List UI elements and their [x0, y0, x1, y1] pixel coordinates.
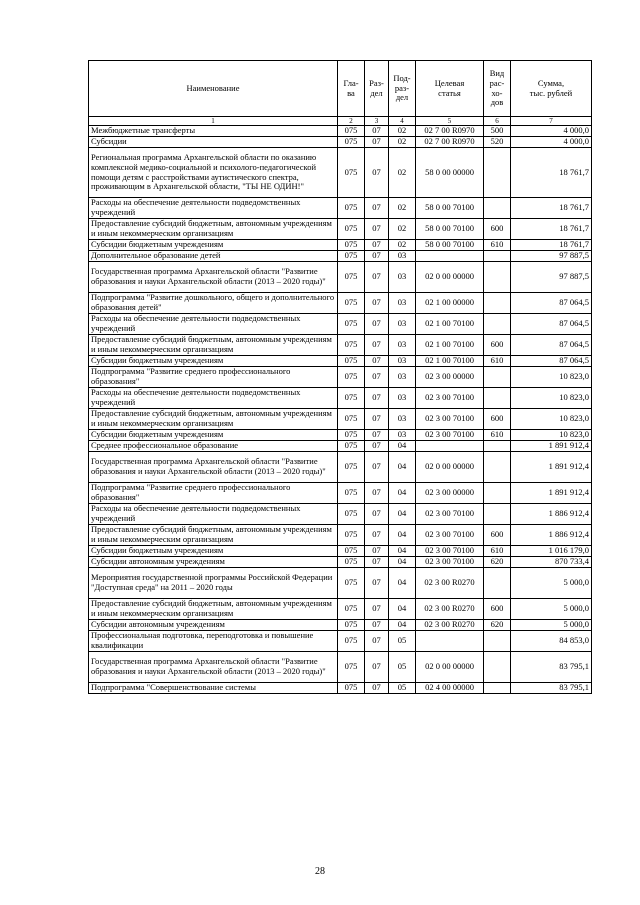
table-row — [89, 137, 592, 148]
col-header-subsection: Под- раз- дел — [389, 61, 416, 117]
row-target-cell — [416, 441, 484, 452]
row-exptype-cell — [484, 441, 511, 452]
table-row — [89, 198, 592, 219]
row-exptype-cell: 600 — [484, 409, 511, 430]
row-section-cell: 07 — [365, 262, 389, 293]
row-amount-cell: 18 761,7 — [511, 148, 592, 198]
row-target-cell: 02 3 00 R0270 — [416, 620, 484, 631]
row-section-cell: 07 — [365, 504, 389, 525]
row-subsection-cell: 05 — [389, 631, 416, 652]
row-amount-cell: 18 761,7 — [511, 219, 592, 240]
row-section-cell: 07 — [365, 568, 389, 599]
row-subsection-cell: 04 — [389, 568, 416, 599]
row-name-cell: Профессиональная подготовка, переподготовка и повышение квалификации — [89, 631, 338, 652]
header-row — [89, 61, 592, 117]
row-name-cell: Среднее профессиональное образование — [89, 441, 338, 452]
table-row — [89, 219, 592, 240]
row-target-cell: 58 0 00 70100 — [416, 240, 484, 251]
col-header-name: Наименование — [89, 61, 338, 117]
row-target-cell: 02 3 00 70100 — [416, 409, 484, 430]
row-target-cell — [416, 251, 484, 262]
row-subsection-cell: 02 — [389, 126, 416, 137]
row-amount-cell: 87 064,5 — [511, 335, 592, 356]
col-number: 5 — [416, 117, 484, 126]
row-target-cell — [416, 631, 484, 652]
col-number: 3 — [365, 117, 389, 126]
table-row — [89, 335, 592, 356]
row-subsection-cell: 04 — [389, 483, 416, 504]
row-section-cell: 07 — [365, 441, 389, 452]
row-name-cell: Предоставление субсидий бюджетным, автономным учреждениям и иным некоммерческим организациям — [89, 409, 338, 430]
row-exptype-cell — [484, 504, 511, 525]
row-amount-cell: 18 761,7 — [511, 240, 592, 251]
row-section-cell: 07 — [365, 631, 389, 652]
row-chapter-cell: 075 — [338, 452, 365, 483]
row-amount-cell: 5 000,0 — [511, 620, 592, 631]
row-name-cell: Межбюджетные трансферты — [89, 126, 338, 137]
table-row — [89, 409, 592, 430]
row-subsection-cell: 03 — [389, 367, 416, 388]
row-name-cell: Подпрограмма "Совершенствование системы — [89, 683, 338, 694]
row-chapter-cell: 075 — [338, 525, 365, 546]
row-subsection-cell: 03 — [389, 293, 416, 314]
column-number-row — [89, 117, 592, 126]
row-amount-cell: 10 823,0 — [511, 388, 592, 409]
row-chapter-cell: 075 — [338, 430, 365, 441]
row-exptype-cell — [484, 251, 511, 262]
row-subsection-cell: 02 — [389, 240, 416, 251]
row-subsection-cell: 05 — [389, 652, 416, 683]
row-exptype-cell — [484, 388, 511, 409]
row-amount-cell: 18 761,7 — [511, 198, 592, 219]
row-exptype-cell — [484, 652, 511, 683]
row-name-cell: Предоставление субсидий бюджетным, автономным учреждениям и иным некоммерческим организациям — [89, 525, 338, 546]
table-row — [89, 620, 592, 631]
row-target-cell: 02 0 00 00000 — [416, 262, 484, 293]
row-chapter-cell: 075 — [338, 441, 365, 452]
row-exptype-cell: 520 — [484, 137, 511, 148]
row-chapter-cell: 075 — [338, 137, 365, 148]
row-subsection-cell: 03 — [389, 314, 416, 335]
row-target-cell: 58 0 00 70100 — [416, 198, 484, 219]
row-section-cell: 07 — [365, 652, 389, 683]
row-amount-cell: 1 891 912,4 — [511, 483, 592, 504]
row-subsection-cell: 04 — [389, 557, 416, 568]
row-section-cell: 07 — [365, 314, 389, 335]
row-name-cell: Расходы на обеспечение деятельности подведомственных учреждений — [89, 314, 338, 335]
row-section-cell: 07 — [365, 452, 389, 483]
row-exptype-cell: 600 — [484, 335, 511, 356]
table-row — [89, 126, 592, 137]
row-chapter-cell: 075 — [338, 314, 365, 335]
table-row — [89, 599, 592, 620]
row-amount-cell: 97 887,5 — [511, 262, 592, 293]
row-subsection-cell: 04 — [389, 599, 416, 620]
col-header-chapter: Гла- ва — [338, 61, 365, 117]
row-target-cell: 02 3 00 R0270 — [416, 568, 484, 599]
table-row — [89, 314, 592, 335]
row-chapter-cell: 075 — [338, 251, 365, 262]
table-row — [89, 568, 592, 599]
row-chapter-cell: 075 — [338, 198, 365, 219]
row-name-cell: Расходы на обеспечение деятельности подведомственных учреждений — [89, 388, 338, 409]
row-target-cell: 02 3 00 70100 — [416, 430, 484, 441]
row-amount-cell: 10 823,0 — [511, 367, 592, 388]
row-exptype-cell — [484, 452, 511, 483]
row-subsection-cell: 02 — [389, 198, 416, 219]
row-target-cell: 02 3 00 70100 — [416, 557, 484, 568]
row-target-cell: 02 1 00 70100 — [416, 356, 484, 367]
row-section-cell: 07 — [365, 546, 389, 557]
row-exptype-cell: 600 — [484, 525, 511, 546]
row-name-cell: Предоставление субсидий бюджетным, автономным учреждениям и иным некоммерческим организациям — [89, 335, 338, 356]
row-subsection-cell: 03 — [389, 430, 416, 441]
row-exptype-cell — [484, 631, 511, 652]
row-amount-cell: 10 823,0 — [511, 409, 592, 430]
row-amount-cell: 1 886 912,4 — [511, 525, 592, 546]
row-section-cell: 07 — [365, 251, 389, 262]
row-amount-cell: 97 887,5 — [511, 251, 592, 262]
row-amount-cell: 1 886 912,4 — [511, 504, 592, 525]
row-section-cell: 07 — [365, 525, 389, 546]
row-exptype-cell: 600 — [484, 219, 511, 240]
row-chapter-cell: 075 — [338, 126, 365, 137]
row-name-cell: Субсидии бюджетным учреждениям — [89, 430, 338, 441]
row-exptype-cell: 620 — [484, 620, 511, 631]
row-subsection-cell: 03 — [389, 356, 416, 367]
row-name-cell: Подпрограмма "Развитие среднего профессионального образования" — [89, 483, 338, 504]
row-section-cell: 07 — [365, 599, 389, 620]
table-row — [89, 483, 592, 504]
row-exptype-cell: 610 — [484, 356, 511, 367]
row-chapter-cell: 075 — [338, 683, 365, 694]
row-exptype-cell: 620 — [484, 557, 511, 568]
row-subsection-cell: 02 — [389, 148, 416, 198]
row-section-cell: 07 — [365, 335, 389, 356]
row-target-cell: 02 3 00 70100 — [416, 546, 484, 557]
row-name-cell: Предоставление субсидий бюджетным, автономным учреждениям и иным некоммерческим организациям — [89, 219, 338, 240]
row-chapter-cell: 075 — [338, 219, 365, 240]
col-number: 7 — [511, 117, 592, 126]
row-target-cell: 02 3 00 70100 — [416, 388, 484, 409]
row-exptype-cell — [484, 314, 511, 335]
row-name-cell: Региональная программа Архангельской области по оказанию комплексной медико-социальной и психолого-педагогической помощи детям с расстройствами аутистического спектра, проживающим в Архангельской области, "ТЫ НЕ ОДИН!" — [89, 148, 338, 198]
row-section-cell: 07 — [365, 620, 389, 631]
table-row — [89, 441, 592, 452]
table-row — [89, 683, 592, 694]
row-section-cell: 07 — [365, 198, 389, 219]
row-amount-cell: 10 823,0 — [511, 430, 592, 441]
row-chapter-cell: 075 — [338, 335, 365, 356]
row-target-cell: 02 3 00 70100 — [416, 525, 484, 546]
row-chapter-cell: 075 — [338, 409, 365, 430]
row-subsection-cell: 03 — [389, 388, 416, 409]
row-name-cell: Государственная программа Архангельской области "Развитие образования и науки Архангельской области (2013 – 2020 годы)" — [89, 262, 338, 293]
row-amount-cell: 87 064,5 — [511, 314, 592, 335]
row-chapter-cell: 075 — [338, 568, 365, 599]
row-target-cell: 02 7 00 R0970 — [416, 137, 484, 148]
row-target-cell: 02 4 00 00000 — [416, 683, 484, 694]
row-chapter-cell: 075 — [338, 599, 365, 620]
row-chapter-cell: 075 — [338, 557, 365, 568]
row-exptype-cell: 610 — [484, 430, 511, 441]
row-section-cell: 07 — [365, 219, 389, 240]
row-target-cell: 02 3 00 00000 — [416, 483, 484, 504]
row-subsection-cell: 04 — [389, 441, 416, 452]
col-number: 2 — [338, 117, 365, 126]
row-subsection-cell: 03 — [389, 409, 416, 430]
row-chapter-cell: 075 — [338, 388, 365, 409]
row-name-cell: Государственная программа Архангельской области "Развитие образования и науки Архангельской области (2013 – 2020 годы)" — [89, 652, 338, 683]
table-row — [89, 504, 592, 525]
row-name-cell: Субсидии бюджетным учреждениям — [89, 546, 338, 557]
col-header-target: Целевая статья — [416, 61, 484, 117]
table-body — [89, 126, 592, 694]
table-row — [89, 631, 592, 652]
row-amount-cell: 83 795,1 — [511, 652, 592, 683]
row-name-cell: Субсидии автономным учреждениям — [89, 557, 338, 568]
row-subsection-cell: 02 — [389, 219, 416, 240]
table-row — [89, 452, 592, 483]
row-name-cell: Мероприятия государственной программы Российской Федерации "Доступная среда" на 2011 – 2020 годы — [89, 568, 338, 599]
row-name-cell: Субсидии бюджетным учреждениям — [89, 240, 338, 251]
row-subsection-cell: 04 — [389, 546, 416, 557]
row-amount-cell: 870 733,4 — [511, 557, 592, 568]
row-amount-cell: 4 000,0 — [511, 126, 592, 137]
row-exptype-cell: 600 — [484, 599, 511, 620]
table-row — [89, 293, 592, 314]
col-header-amount: Сумма, тыс. рублей — [511, 61, 592, 117]
row-chapter-cell: 075 — [338, 262, 365, 293]
row-chapter-cell: 075 — [338, 546, 365, 557]
row-section-cell: 07 — [365, 240, 389, 251]
row-subsection-cell: 02 — [389, 137, 416, 148]
row-name-cell: Расходы на обеспечение деятельности подведомственных учреждений — [89, 504, 338, 525]
row-amount-cell: 87 064,5 — [511, 293, 592, 314]
col-number: 6 — [484, 117, 511, 126]
col-header-section: Раз- дел — [365, 61, 389, 117]
row-exptype-cell — [484, 367, 511, 388]
row-chapter-cell: 075 — [338, 240, 365, 251]
table-row — [89, 430, 592, 441]
row-section-cell: 07 — [365, 557, 389, 568]
row-section-cell: 07 — [365, 293, 389, 314]
row-target-cell: 58 0 00 70100 — [416, 219, 484, 240]
row-chapter-cell: 075 — [338, 504, 365, 525]
row-target-cell: 02 0 00 00000 — [416, 652, 484, 683]
col-number: 1 — [89, 117, 338, 126]
row-target-cell: 58 0 00 00000 — [416, 148, 484, 198]
row-subsection-cell: 04 — [389, 504, 416, 525]
row-exptype-cell — [484, 683, 511, 694]
table-row — [89, 262, 592, 293]
row-chapter-cell: 075 — [338, 356, 365, 367]
row-exptype-cell — [484, 568, 511, 599]
row-section-cell: 07 — [365, 137, 389, 148]
row-amount-cell: 84 853,0 — [511, 631, 592, 652]
page-number: 28 — [315, 866, 325, 877]
row-subsection-cell: 04 — [389, 620, 416, 631]
row-target-cell: 02 3 00 70100 — [416, 504, 484, 525]
row-target-cell: 02 1 00 00000 — [416, 293, 484, 314]
row-exptype-cell — [484, 293, 511, 314]
row-chapter-cell: 075 — [338, 652, 365, 683]
row-target-cell: 02 1 00 70100 — [416, 314, 484, 335]
row-subsection-cell: 03 — [389, 335, 416, 356]
row-exptype-cell — [484, 148, 511, 198]
row-section-cell: 07 — [365, 388, 389, 409]
row-section-cell: 07 — [365, 409, 389, 430]
table-row — [89, 546, 592, 557]
row-amount-cell: 5 000,0 — [511, 568, 592, 599]
row-amount-cell: 83 795,1 — [511, 683, 592, 694]
row-subsection-cell: 04 — [389, 525, 416, 546]
row-name-cell: Государственная программа Архангельской области "Развитие образования и науки Архангельской области (2013 – 2020 годы)" — [89, 452, 338, 483]
row-chapter-cell: 075 — [338, 483, 365, 504]
row-exptype-cell — [484, 262, 511, 293]
row-target-cell: 02 3 00 00000 — [416, 367, 484, 388]
row-amount-cell: 1 891 912,4 — [511, 452, 592, 483]
row-exptype-cell — [484, 483, 511, 504]
row-name-cell: Субсидии — [89, 137, 338, 148]
row-target-cell: 02 7 00 R0970 — [416, 126, 484, 137]
row-section-cell: 07 — [365, 367, 389, 388]
row-amount-cell: 1 016 179,0 — [511, 546, 592, 557]
table-row — [89, 652, 592, 683]
row-subsection-cell: 05 — [389, 683, 416, 694]
row-name-cell: Субсидии бюджетным учреждениям — [89, 356, 338, 367]
row-target-cell: 02 0 00 00000 — [416, 452, 484, 483]
row-section-cell: 07 — [365, 148, 389, 198]
row-exptype-cell — [484, 198, 511, 219]
row-subsection-cell: 03 — [389, 251, 416, 262]
row-section-cell: 07 — [365, 430, 389, 441]
row-name-cell: Дополнительное образование детей — [89, 251, 338, 262]
row-exptype-cell: 610 — [484, 546, 511, 557]
table-row — [89, 525, 592, 546]
budget-table — [88, 60, 592, 694]
row-amount-cell: 87 064,5 — [511, 356, 592, 367]
row-exptype-cell: 500 — [484, 126, 511, 137]
table-row — [89, 356, 592, 367]
row-chapter-cell: 075 — [338, 148, 365, 198]
row-exptype-cell: 610 — [484, 240, 511, 251]
row-amount-cell: 5 000,0 — [511, 599, 592, 620]
row-target-cell: 02 3 00 R0270 — [416, 599, 484, 620]
col-header-exptype: Вид рас- хо- дов — [484, 61, 511, 117]
table-row — [89, 388, 592, 409]
row-section-cell: 07 — [365, 683, 389, 694]
row-target-cell: 02 1 00 70100 — [416, 335, 484, 356]
row-section-cell: 07 — [365, 483, 389, 504]
table-row — [89, 148, 592, 198]
row-chapter-cell: 075 — [338, 620, 365, 631]
table-row — [89, 251, 592, 262]
row-subsection-cell: 03 — [389, 262, 416, 293]
row-name-cell: Расходы на обеспечение деятельности подведомственных учреждений — [89, 198, 338, 219]
table-row — [89, 240, 592, 251]
table-row — [89, 557, 592, 568]
row-amount-cell: 1 891 912,4 — [511, 441, 592, 452]
row-section-cell: 07 — [365, 356, 389, 367]
col-number: 4 — [389, 117, 416, 126]
row-name-cell: Подпрограмма "Развитие дошкольного, общего и дополнительного образования детей" — [89, 293, 338, 314]
row-name-cell: Подпрограмма "Развитие среднего профессионального образования" — [89, 367, 338, 388]
row-subsection-cell: 04 — [389, 452, 416, 483]
row-chapter-cell: 075 — [338, 631, 365, 652]
row-amount-cell: 4 000,0 — [511, 137, 592, 148]
table-row — [89, 367, 592, 388]
row-name-cell: Субсидии автономным учреждениям — [89, 620, 338, 631]
row-section-cell: 07 — [365, 126, 389, 137]
row-name-cell: Предоставление субсидий бюджетным, автономным учреждениям и иным некоммерческим организациям — [89, 599, 338, 620]
row-chapter-cell: 075 — [338, 367, 365, 388]
row-chapter-cell: 075 — [338, 293, 365, 314]
